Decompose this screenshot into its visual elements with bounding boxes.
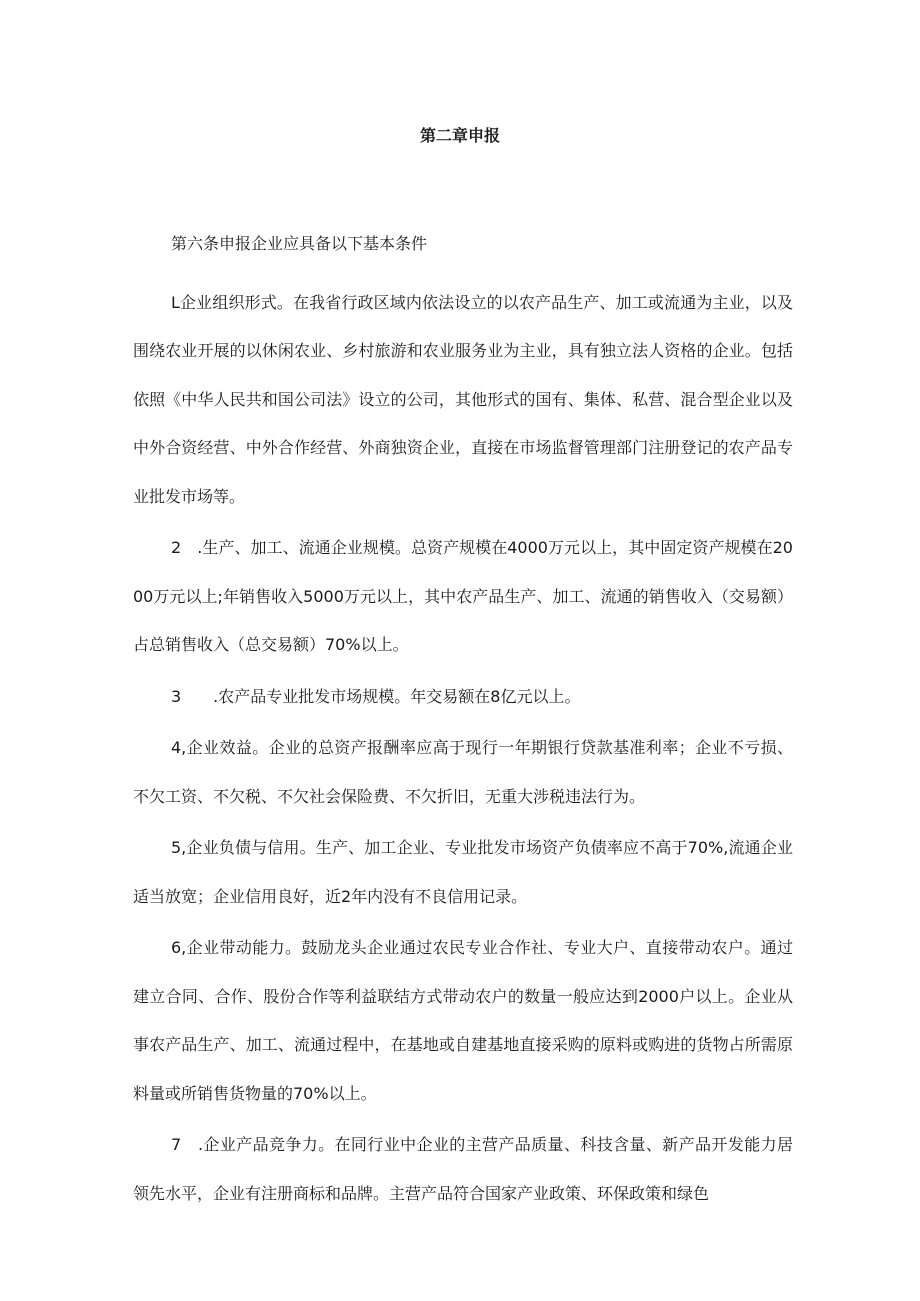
- article-heading: 第六条申报企业应具备以下基本条件: [171, 234, 428, 253]
- condition-item-5: 5,企业负债与信用。生产、加工企业、专业批发市场资产负债率应不高于70%,流通企业适当放宽；企业信用良好，近2年内没有不良信用记录。: [133, 838, 793, 906]
- condition-item-3: 3 .农产品专业批发市场规模。年交易额在8亿元以上。: [171, 686, 581, 706]
- condition-item-1: L企业组织形式。在我省行政区域内依法设立的以农产品生产、加工或流通为主业，以及围绕农业开展的以休闲农业、乡村旅游和农业服务业为主业，具有独立法人资格的企业。包括依照《中华人民共和国公司法》设立的公司，其他形式的国有、集体、私营、混合型企业以及中外合资经营、中外合作经营、外商独资企业，直接在市场监督管理部门注册登记的农产品专业批发市场等。: [133, 292, 793, 506]
- condition-item-6: 6,企业带动能力。鼓励龙头企业通过农民专业合作社、专业大户、直接带动农户。通过建立合同、合作、股份合作等利益联结方式带动农户的数量一般应达到2000户以上。企业从事农产品生产、加工、流通过程中，在基地或自建基地直接采购的原料或购进的货物占所需原料量或所销售货物量的70%以上。: [133, 938, 793, 1103]
- condition-item-2: 2 .生产、加工、流通企业规模。总资产规模在4000万元以上，其中固定资产规模在2000万元以上;年销售收入5000万元以上，其中农产品生产、加工、流通的销售收入（交易额）占总销售收入（总交易额）70%以上。: [133, 538, 793, 654]
- condition-item-7: 7 .企业产品竞争力。在同行业中企业的主营产品质量、科技含量、新产品开发能力居领先水平，企业有注册商标和品牌。主营产品符合国家产业政策、环保政策和绿色: [133, 1135, 793, 1203]
- document-body: [133, 220, 793, 1218]
- condition-item-4: 4,企业效益。企业的总资产报酬率应高于现行一年期银行贷款基准利率；企业不亏损、不欠工资、不欠税、不欠社会保险费、不欠折旧，无重大涉税违法行为。: [133, 738, 793, 806]
- chapter-title: 第二章申报: [419, 126, 500, 145]
